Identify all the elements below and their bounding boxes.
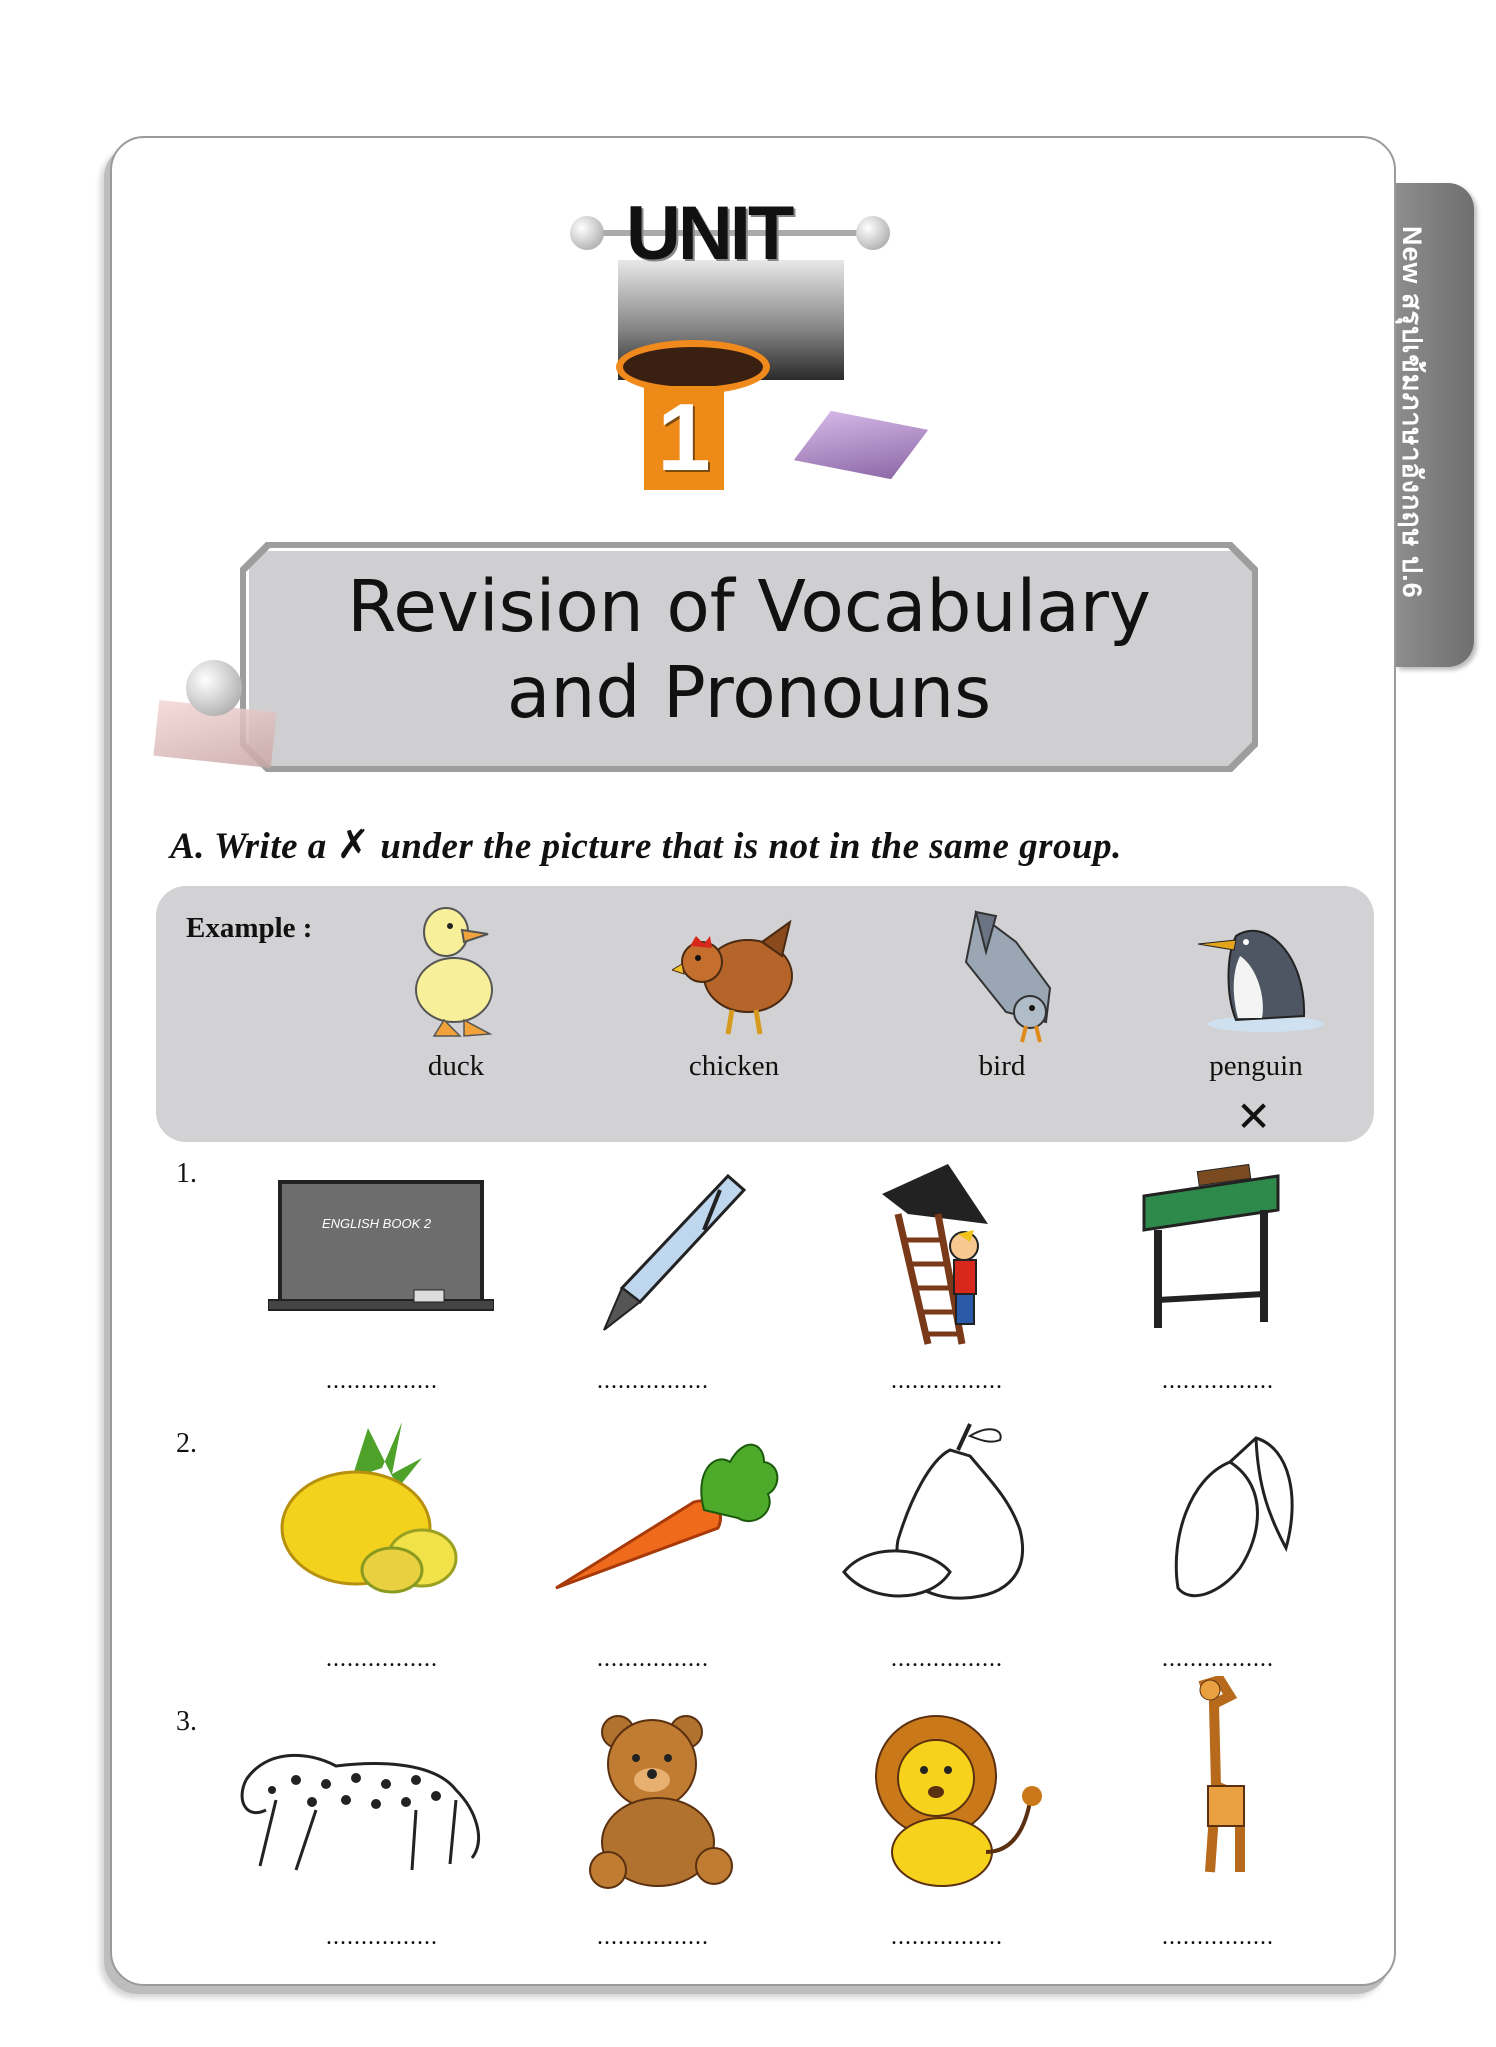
blackboard-text: ENGLISH BOOK 2	[322, 1216, 432, 1231]
answer-blank-3-1[interactable]: ................	[326, 1924, 438, 1950]
row-number-2: 2.	[176, 1428, 197, 1459]
answer-blank-2-2[interactable]: ................	[597, 1646, 709, 1672]
page-title	[246, 564, 1252, 736]
answer-blank-1-1[interactable]: ................	[326, 1368, 438, 1394]
section-a-instruction	[170, 822, 1122, 868]
example-word-chicken: chicken	[688, 1050, 780, 1082]
giraffe-icon	[1180, 1676, 1260, 1876]
side-tab-label: New สรุปเข้มภาษาอังกฤษ ป.6	[1397, 226, 1427, 599]
answer-blank-3-2[interactable]: ................	[597, 1924, 709, 1950]
example-word-bird: bird	[978, 1050, 1026, 1082]
x-mark-icon: ✗	[336, 822, 371, 868]
unit-logo	[570, 190, 930, 510]
title-line-2: and Pronouns	[506, 651, 992, 734]
answer-blank-1-2[interactable]: ................	[597, 1368, 709, 1394]
instruction-suffix: under the picture that is not in the same group.	[380, 826, 1122, 867]
pear-icon	[840, 1420, 1036, 1608]
bird-icon	[946, 902, 1066, 1044]
penguin-icon	[1196, 916, 1326, 1034]
answer-blank-3-3[interactable]: ................	[891, 1924, 1003, 1950]
title-line-1: Revision of Vocabulary	[347, 565, 1151, 648]
unit-knob-left	[570, 216, 604, 250]
row-number-3: 3.	[176, 1706, 197, 1737]
ball-decoration	[186, 660, 242, 716]
blackboard-icon	[268, 1178, 494, 1320]
teddy-bear-icon	[578, 1710, 738, 1892]
carrot-icon	[554, 1432, 782, 1592]
unit-knob-right	[856, 216, 890, 250]
answer-blank-3-4[interactable]: ................	[1162, 1924, 1274, 1950]
desk-icon	[1138, 1160, 1284, 1332]
unit-word: UNIT	[626, 191, 792, 276]
answer-blank-2-3[interactable]: ................	[891, 1646, 1003, 1672]
answer-blank-1-4[interactable]: ................	[1162, 1368, 1274, 1394]
pen-icon	[600, 1170, 750, 1334]
answer-blank-1-3[interactable]: ................	[891, 1368, 1003, 1394]
pineapple-icon	[272, 1418, 468, 1594]
ladder-icon	[878, 1164, 1002, 1352]
answer-blank-2-4[interactable]: ................	[1162, 1646, 1274, 1672]
lion-icon	[866, 1712, 1046, 1890]
answer-cross-mark: ✕	[1236, 1092, 1272, 1141]
row-number-1: 1.	[176, 1158, 197, 1189]
example-word-duck: duck	[427, 1050, 485, 1082]
example-label: Example :	[186, 912, 313, 944]
book-icon	[794, 411, 928, 479]
chicken-icon	[672, 912, 802, 1042]
mango-icon	[1160, 1418, 1304, 1608]
instruction-prefix: A. Write a	[170, 826, 327, 867]
unit-number: 1	[644, 386, 724, 490]
duck-icon	[404, 894, 508, 1044]
example-word-penguin: penguin	[1209, 1050, 1303, 1082]
answer-blank-2-1[interactable]: ................	[326, 1646, 438, 1672]
leopard-icon	[236, 1740, 490, 1880]
